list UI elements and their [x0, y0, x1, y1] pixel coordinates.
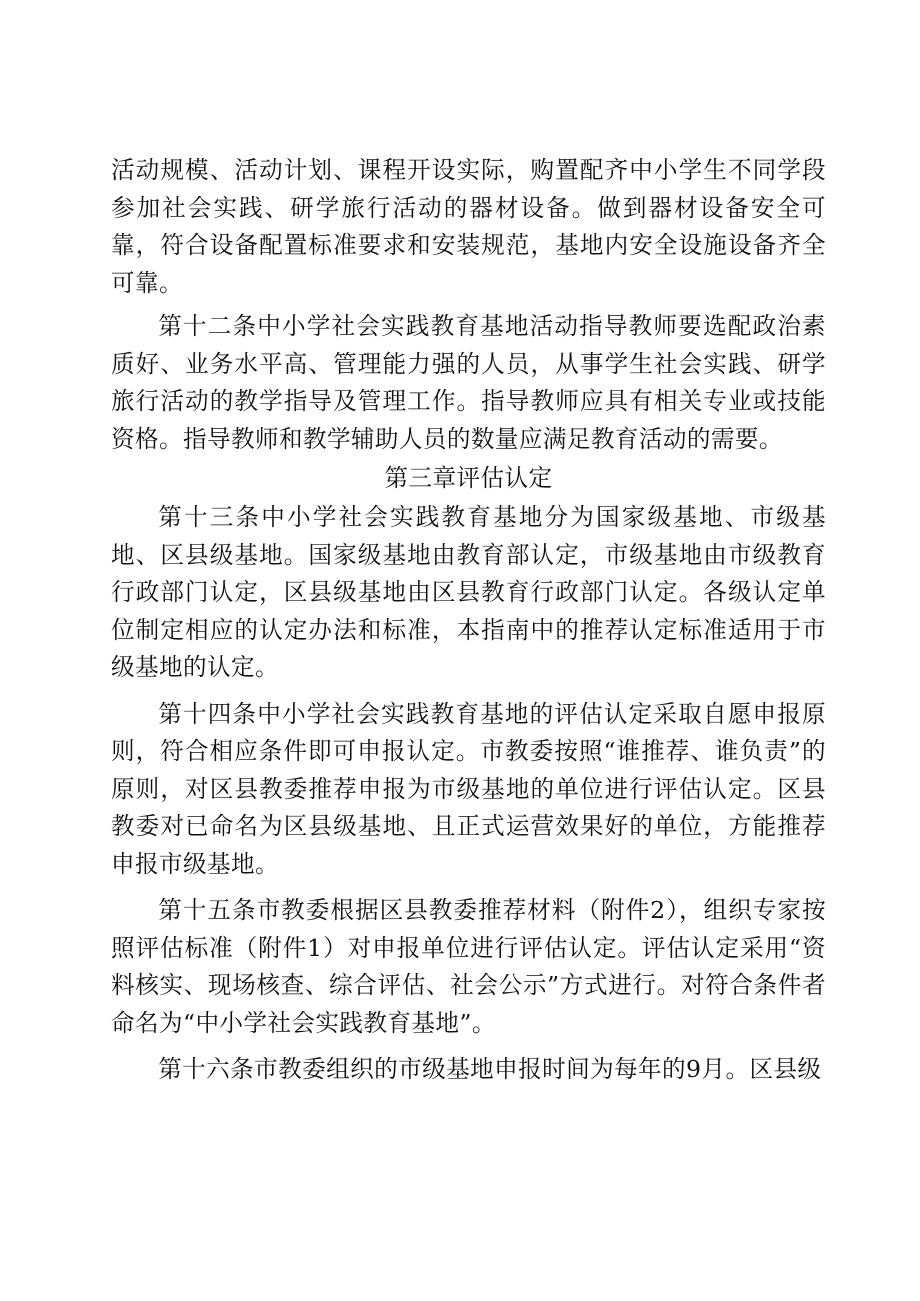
paragraph-article-13: 第十三条中小学社会实践教育基地分为国家级基地、市级基地、区县级基地。国家级基地由教育部认定，市级基地由市级教育行政部门认定，区县级基地由区县教育行政部门认定。各级认定单位制定相应的认定办法和标准，本指南中的推荐认定标准适用于市级基地的认定。	[111, 503, 826, 681]
paragraph-equipment: 活动规模、活动计划、课程开设实际，购置配齐中小学生不同学段参加社会实践、研学旅行活动的器材设备。做到器材设备安全可靠，符合设备配置标准要求和安装规范，基地内安全设施设备齐全可靠。	[111, 156, 826, 297]
paragraph-article-16: 第十六条市教委组织的市级基地申报时间为每年的9月。区县级	[158, 1055, 822, 1083]
paragraph-article-14: 第十四条中小学社会实践教育基地的评估认定采取自愿申报原则，符合相应条件即可申报认定。市教委按照“谁推荐、谁负责”的原则，对区县教委推荐申报为市级基地的单位进行评估认定。区县教委对已命名为区县级基地、且正式运营效果好的单位，方能推荐申报市级基地。	[111, 699, 826, 878]
paragraph-article-15: 第十五条市教委根据区县教委推荐材料（附件2），组织专家按照评估标准（附件1）对申报单位进行评估认定。评估认定采用“资料核实、现场核查、综合评估、社会公示”方式进行。对符合条件者命名为“中小学社会实践教育基地”。	[111, 896, 826, 1037]
chapter-heading: 第三章评估认定	[384, 464, 553, 492]
paragraph-article-12: 第十二条中小学社会实践教育基地活动指导教师要选配政治素质好、业务水平高、管理能力强的人员，从事学生社会实践、研学旅行活动的教学指导及管理工作。指导教师应具有相关专业或技能资格。指导教师和教学辅助人员的数量应满足教育活动的需要。	[111, 312, 826, 453]
document-page	[111, 152, 826, 1097]
